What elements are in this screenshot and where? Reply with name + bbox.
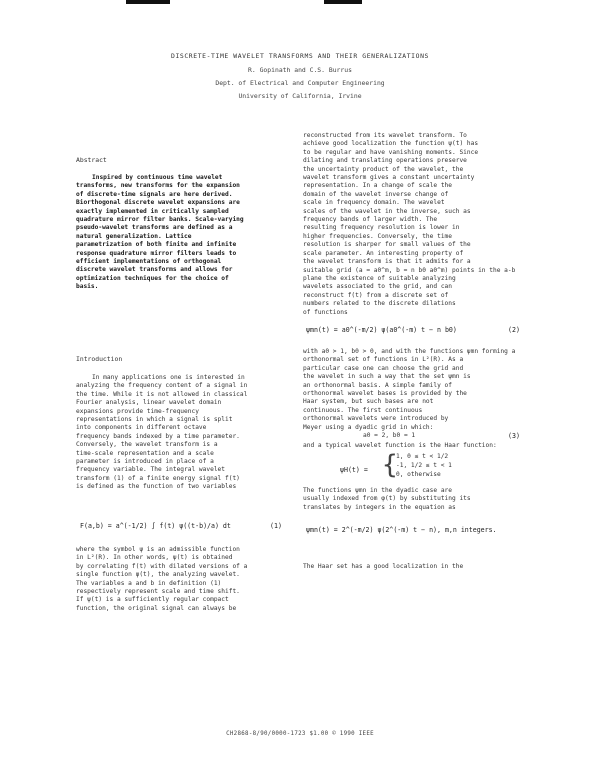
intro-line: expansions provide time-frequency — [76, 407, 199, 415]
intro-line: Fourier analysis, linear wavelet domain — [76, 399, 222, 407]
body-line: reconstructed from its wavelet transform. To — [303, 132, 467, 139]
body-line: particular case one can choose the grid and — [303, 364, 464, 372]
equation-4-brace: { — [382, 450, 398, 480]
abstract-line: Inspired by continuous time wavelet — [92, 174, 223, 181]
top-bar-right — [324, 0, 362, 4]
right-column-bottom — [303, 563, 523, 571]
body-line: orthonormal set of functions in L²(R). As a — [303, 356, 464, 364]
body-line: with a0 > 1, b0 > 0, and with the functions ψmn forming a — [303, 348, 516, 355]
intro-line: in L²(R). In other words, ψ(t) is obtained — [76, 554, 233, 562]
intro-line: representations in which a signal is split — [76, 416, 233, 424]
top-bar-left — [126, 0, 170, 4]
body-line: the wavelet in such a way that the set ψmn is — [303, 373, 471, 381]
page-footer: CH2868-8/90/0000-1723 $1.00 © 1990 IEEE — [226, 731, 374, 737]
body-line: scale parameter. An interesting property of — [303, 249, 464, 257]
introduction-heading: Introduction — [76, 355, 123, 363]
intro-line: by correlating f(t) with dilated versions of a — [76, 562, 248, 570]
body-line: suitable grid (a = a0^m, b = n b0 a0^m) points in the a-b — [303, 266, 516, 274]
body-line: and a typical wavelet function is the Haar function: — [303, 442, 497, 449]
paper-authors: R. Gopinath and C.S. Burrus — [248, 66, 352, 74]
right-column-mid2 — [303, 442, 523, 450]
abstract-heading: Abstract — [76, 156, 107, 164]
body-line: continuous. The first continuous — [303, 406, 423, 414]
equation-2-number: (2) — [508, 326, 520, 334]
body-line: scales of the wavelet in the inverse, such as — [303, 207, 471, 215]
right-column-top — [303, 132, 523, 317]
intro-line: transform (1) of a finite energy signal f(t) — [76, 474, 240, 482]
intro-line: function, the original signal can always be — [76, 604, 237, 612]
intro-line: is defined as the function of two variables — [76, 483, 237, 491]
paper-title: DISCRETE-TIME WAVELET TRANSFORMS AND THEIR GENERALIZATIONS — [171, 52, 429, 60]
body-line: higher frequencies. Conversely, the time — [303, 232, 453, 240]
equation-3-number: (3) — [508, 432, 520, 440]
paper-university: University of California, Irvine — [238, 92, 362, 100]
body-line: usually indexed from φ(t) by substituting its — [303, 495, 471, 503]
body-line: dilating and translating operations preserve — [303, 157, 467, 165]
intro-line: Conversely, the wavelet transform is a — [76, 441, 218, 449]
abstract-body — [76, 174, 288, 292]
introduction-body — [76, 374, 288, 492]
abstract-line: response quadrature mirror filters leads to — [76, 249, 237, 257]
introduction-body-continued — [76, 546, 288, 613]
body-line: Haar system, but such bases are not — [303, 398, 434, 406]
abstract-line: exactly implemented in critically sampled — [76, 207, 229, 215]
intro-line: the time. While it is not allowed in classical — [76, 390, 248, 398]
body-line: orthonormal wavelets were introduced by — [303, 415, 449, 423]
abstract-line: parametrization of both finite and infinite — [76, 241, 237, 249]
abstract-line: natural generalization. Lattice — [76, 232, 192, 240]
body-line: representation. In a change of scale the — [303, 182, 453, 190]
right-column-mid — [303, 348, 523, 440]
intro-line: The variables a and b in definition (1) — [76, 579, 222, 587]
equation-5: ψmn(t) = 2^(-m/2) ψ(2^(-m) t − n), m,n integers. — [306, 526, 497, 534]
body-line: Meyer using a dyadic grid in which: — [303, 423, 434, 431]
abstract-line: basis. — [76, 283, 99, 291]
intro-line: respectively represent scale and time shift. — [76, 588, 240, 596]
body-line: to be regular and have vanishing moments. Since — [303, 148, 479, 156]
intro-line: frequency bands indexed by a time parameter. — [76, 432, 240, 440]
abstract-line: Biorthogonal discrete wavelet expansions are — [76, 199, 240, 207]
body-line: The functions ψmn in the dyadic case are — [303, 487, 453, 494]
body-line: resulting frequency resolution is lower in — [303, 224, 460, 232]
body-line: translates by integers in the equation as — [303, 503, 456, 511]
equation-4-case: -1, 1/2 ≤ t < 1 — [396, 462, 452, 469]
equation-4-cases — [396, 452, 516, 479]
abstract-line: efficient implementations of orthogonal — [76, 258, 222, 266]
right-column-mid3 — [303, 487, 523, 512]
equation-2: ψmn(t) = a0^(-m/2) ψ(a0^(-m) t − n b0) — [306, 326, 457, 334]
body-line: wavelets associated to the grid, and can — [303, 283, 453, 291]
intro-line: frequency variable. The integral wavelet — [76, 466, 226, 474]
equation-1-number: (1) — [270, 522, 282, 530]
body-line: orthonormal wavelet bases is provided by the — [303, 390, 467, 398]
equation-1: F(a,b) = a^(-1/2) ∫ f(t) ψ((t-b)/a) dt — [80, 522, 231, 530]
body-line: achieve good localization the function ψ(t) has — [303, 140, 479, 148]
body-line: reconstruct f(t) from a discrete set of — [303, 291, 449, 299]
equation-4-case: 0, otherwise — [396, 471, 441, 478]
intro-line: where the symbol ψ is an admissible function — [76, 546, 240, 553]
body-line: wavelet transform gives a constant uncertainty — [303, 174, 475, 182]
abstract-line: transforms, new transforms for the expansion — [76, 182, 240, 190]
body-line: domain of the wavelet inverse change of — [303, 190, 449, 198]
equation-4-case: 1, 0 ≤ t < 1/2 — [396, 453, 449, 460]
body-line: an orthonormal basis. A simple family of — [303, 381, 453, 389]
abstract-line: pseudo-wavelet transforms are defined as a — [76, 224, 233, 232]
body-line: the uncertainty product of the wavelet, the — [303, 165, 464, 173]
body-line: of functions — [303, 308, 348, 316]
body-line: resolution is sharper for small values of the — [303, 241, 471, 249]
intro-line: If ψ(t) is a sufficiently regular compact — [76, 596, 229, 604]
body-line: frequency bands of larger width. The — [303, 216, 438, 224]
equation-4-lhs: ψH(t) = — [340, 466, 368, 474]
body-line: a0 = 2, b0 = 1 — [363, 432, 416, 440]
abstract-line: optimization techniques for the choice of — [76, 274, 229, 282]
intro-line: single function ψ(t), the analyzing wavelet. — [76, 571, 240, 579]
body-line: plane the existence of suitable analyzing — [303, 274, 456, 282]
abstract-line: discrete wavelet transforms and allows for — [76, 266, 233, 274]
body-line: The Haar set has a good localization in the — [303, 563, 464, 570]
body-line: numbers related to the discrete dilations — [303, 300, 456, 308]
intro-line: In many applications one is interested in — [92, 374, 245, 381]
abstract-line: of discrete-time signals are here derived. — [76, 190, 233, 198]
paper-department: Dept. of Electrical and Computer Engineering — [215, 79, 385, 87]
intro-line: time-scale representation and a scale — [76, 449, 214, 457]
body-line: scale in frequency domain. The wavelet — [303, 199, 445, 207]
intro-line: into components in different octave — [76, 424, 207, 432]
body-line: the wavelet transform is that it admits for a — [303, 258, 471, 266]
intro-line: analyzing the frequency content of a signal in — [76, 382, 248, 390]
abstract-line: quadrature mirror filter banks. Scale-varying — [76, 216, 244, 224]
intro-line: parameter is introduced in place of a — [76, 458, 214, 466]
